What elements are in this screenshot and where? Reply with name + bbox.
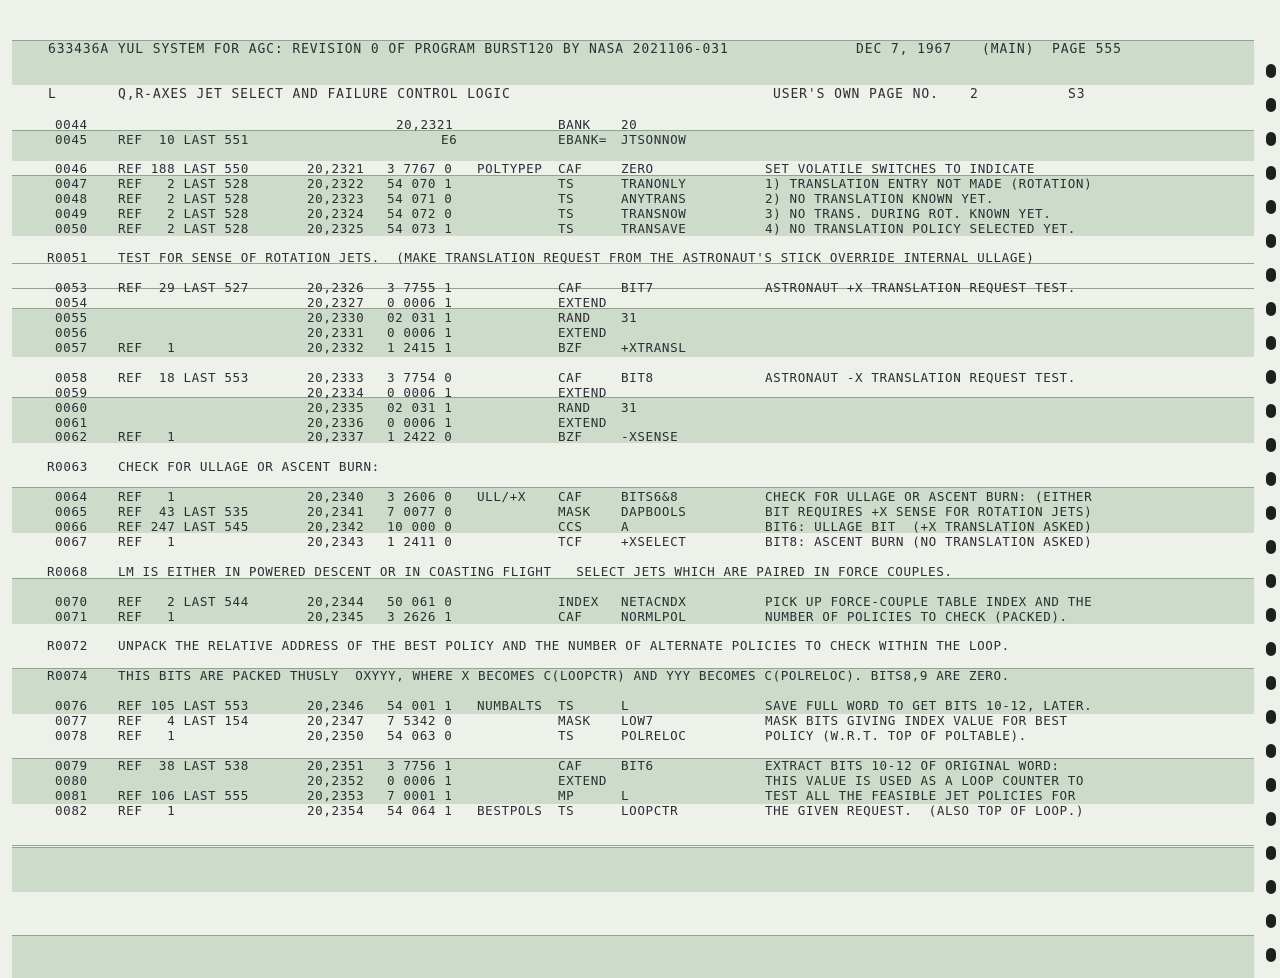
data-word: 3 7756 1 xyxy=(387,758,453,773)
address: 20,2333 xyxy=(307,370,365,385)
ref-info: REF 1 xyxy=(118,728,176,743)
line-number: 0066 xyxy=(55,519,88,534)
operand: +XTRANSL xyxy=(621,340,687,355)
data-word: 0 0006 1 xyxy=(387,773,453,788)
remark-text: TEST FOR SENSE OF ROTATION JETS. (MAKE TRANSLATION REQUEST FROM THE ASTRONAUT'S STICK OVERRIDE INTERNAL ULLAGE) xyxy=(118,250,1035,265)
line-number: 0053 xyxy=(55,280,88,295)
address: 20,2326 xyxy=(307,280,365,295)
opcode: EXTEND xyxy=(558,325,608,340)
code-line xyxy=(0,758,1280,773)
code-line xyxy=(0,370,1280,385)
comment: MASK BITS GIVING INDEX VALUE FOR BEST xyxy=(765,713,1068,728)
opcode: TS xyxy=(558,728,575,743)
address: 20,2330 xyxy=(307,310,365,325)
ref-info: REF 43 LAST 535 xyxy=(118,504,249,519)
opcode: EBANK= xyxy=(558,132,608,147)
data-word: 1 2411 0 xyxy=(387,534,453,549)
comment: TEST ALL THE FEASIBLE JET POLICIES FOR xyxy=(765,788,1076,803)
code-line xyxy=(0,310,1280,325)
line-number: 0050 xyxy=(55,221,88,236)
opcode: TS xyxy=(558,698,575,713)
comment: 1) TRANSLATION ENTRY NOT MADE (ROTATION) xyxy=(765,176,1093,191)
address: 20,2323 xyxy=(307,191,365,206)
line-number: 0076 xyxy=(55,698,88,713)
opcode: TS xyxy=(558,206,575,221)
address: 20,2321 xyxy=(307,161,365,176)
feed-hole xyxy=(1266,914,1276,928)
comment: ASTRONAUT -X TRANSLATION REQUEST TEST. xyxy=(765,370,1076,385)
remark-line xyxy=(0,638,1280,653)
code-line xyxy=(0,340,1280,355)
operand: L xyxy=(621,698,630,713)
opcode: CAF xyxy=(558,161,583,176)
ref-info: REF 1 xyxy=(118,429,176,444)
code-line xyxy=(0,117,1280,132)
line-number: 0044 xyxy=(55,117,88,132)
data-word: 3 7767 0 xyxy=(387,161,453,176)
code-line xyxy=(0,325,1280,340)
data-word: 54 063 0 xyxy=(387,728,453,743)
address: 20,2325 xyxy=(307,221,365,236)
remark-text: LM IS EITHER IN POWERED DESCENT OR IN COASTING FLIGHT SELECT JETS WHICH ARE PAIRED IN FORCE COUPLES. xyxy=(118,564,953,579)
operand: JTSONNOW xyxy=(621,132,687,147)
operand: BIT8 xyxy=(621,370,654,385)
line-number: 0049 xyxy=(55,206,88,221)
address: 20,2352 xyxy=(307,773,365,788)
operand: POLRELOC xyxy=(621,728,687,743)
comment: SET VOLATILE SWITCHES TO INDICATE xyxy=(765,161,1036,176)
feed-hole xyxy=(1266,64,1276,78)
feed-hole xyxy=(1266,234,1276,248)
stripe xyxy=(12,847,1254,892)
remark-text: CHECK FOR ULLAGE OR ASCENT BURN: xyxy=(118,459,380,474)
header-page: PAGE 555 xyxy=(1052,42,1122,57)
opcode: CAF xyxy=(558,609,583,624)
users-page-label: USER'S OWN PAGE NO. xyxy=(773,87,939,102)
address: 20,2345 xyxy=(307,609,365,624)
line-number: 0046 xyxy=(55,161,88,176)
data-word: 3 2626 1 xyxy=(387,609,453,624)
comment: NUMBER OF POLICIES TO CHECK (PACKED). xyxy=(765,609,1068,624)
code-line xyxy=(0,385,1280,400)
opcode: MASK xyxy=(558,713,591,728)
data-word: 3 7755 1 xyxy=(387,280,453,295)
subheader-type: L xyxy=(48,87,57,102)
opcode: RAND xyxy=(558,400,591,415)
address: 20,2350 xyxy=(307,728,365,743)
line-number: 0067 xyxy=(55,534,88,549)
address: 20,2342 xyxy=(307,519,365,534)
remark-line xyxy=(0,250,1280,265)
code-line xyxy=(0,429,1280,444)
comment: BIT6: ULLAGE BIT (+X TRANSLATION ASKED) xyxy=(765,519,1093,534)
line-number: 0059 xyxy=(55,385,88,400)
opcode: EXTEND xyxy=(558,415,608,430)
code-line xyxy=(0,504,1280,519)
data-word: 1 2422 0 xyxy=(387,429,453,444)
code-line xyxy=(0,519,1280,534)
operand: NORMLPOL xyxy=(621,609,687,624)
data-word: 54 001 1 xyxy=(387,698,453,713)
operand: 31 xyxy=(621,400,638,415)
line-number: R0051 xyxy=(47,250,88,265)
line-number: 0077 xyxy=(55,713,88,728)
rule xyxy=(12,845,1254,846)
remark-text: THIS BITS ARE PACKED THUSLY OXYYY, WHERE X BECOMES C(LOOPCTR) AND YYY BECOMES C(POLRELOC). BITS8,9 ARE ZERO. xyxy=(118,668,1010,683)
comment: EXTRACT BITS 10-12 OF ORIGINAL WORD: xyxy=(765,758,1060,773)
address: 20,2336 xyxy=(307,415,365,430)
opcode: EXTEND xyxy=(558,295,608,310)
subheader-code: S3 xyxy=(1068,87,1086,102)
operand: BIT7 xyxy=(621,280,654,295)
address: 20,2334 xyxy=(307,385,365,400)
code-line xyxy=(0,788,1280,803)
line-number: R0068 xyxy=(47,564,88,579)
feed-hole xyxy=(1266,846,1276,860)
opcode: INDEX xyxy=(558,594,599,609)
comment: CHECK FOR ULLAGE OR ASCENT BURN: (EITHER xyxy=(765,489,1093,504)
code-line xyxy=(0,295,1280,310)
operand: TRANONLY xyxy=(621,176,687,191)
line-number: 0065 xyxy=(55,504,88,519)
code-line xyxy=(0,609,1280,624)
opcode: CAF xyxy=(558,370,583,385)
code-line xyxy=(0,132,1280,147)
remark-line xyxy=(0,564,1280,579)
listing-subheader xyxy=(0,87,1280,102)
line-number: R0072 xyxy=(47,638,88,653)
line-number: 0064 xyxy=(55,489,88,504)
opcode: MP xyxy=(558,788,575,803)
remark-line xyxy=(0,459,1280,474)
comment: ASTRONAUT +X TRANSLATION REQUEST TEST. xyxy=(765,280,1076,295)
symbol-label: POLTYPEP xyxy=(477,161,543,176)
operand: 20 xyxy=(621,117,638,132)
opcode: BZF xyxy=(558,429,583,444)
operand: BITS6&8 xyxy=(621,489,679,504)
data-word: 10 000 0 xyxy=(387,519,453,534)
comment: THE GIVEN REQUEST. (ALSO TOP OF LOOP.) xyxy=(765,803,1085,818)
opcode: TS xyxy=(558,221,575,236)
address: 20,2340 xyxy=(307,489,365,504)
opcode: TS xyxy=(558,803,575,818)
listing-header xyxy=(0,42,1280,57)
line-number: 0081 xyxy=(55,788,88,803)
data-word: 0 0006 1 xyxy=(387,415,453,430)
header-title: 633436A YUL SYSTEM FOR AGC: REVISION 0 OF PROGRAM BURST120 BY NASA 2021106-031 xyxy=(48,42,729,57)
data-word: 02 031 1 xyxy=(387,310,453,325)
comment: BIT8: ASCENT BURN (NO TRANSLATION ASKED) xyxy=(765,534,1093,549)
comment: BIT REQUIRES +X SENSE FOR ROTATION JETS) xyxy=(765,504,1093,519)
code-line xyxy=(0,206,1280,221)
code-line xyxy=(0,191,1280,206)
data-word: 54 072 0 xyxy=(387,206,453,221)
line-number: 0062 xyxy=(55,429,88,444)
code-line xyxy=(0,280,1280,295)
operand: A xyxy=(621,519,630,534)
operand: +XSELECT xyxy=(621,534,687,549)
line-number: 0054 xyxy=(55,295,88,310)
data-word: 50 061 0 xyxy=(387,594,453,609)
opcode: CAF xyxy=(558,280,583,295)
symbol-label: BESTPOLS xyxy=(477,803,543,818)
data-word: 7 0077 0 xyxy=(387,504,453,519)
subheader-title: Q,R-AXES JET SELECT AND FAILURE CONTROL LOGIC xyxy=(118,87,511,102)
address: 20,2343 xyxy=(307,534,365,549)
symbol-label: NUMBALTS xyxy=(477,698,543,713)
header-date: DEC 7, 1967 xyxy=(856,42,952,57)
ref-info: REF 1 xyxy=(118,489,176,504)
ref-info: REF 1 xyxy=(118,803,176,818)
symbol-label: ULL/+X xyxy=(477,489,527,504)
address: 20,2337 xyxy=(307,429,365,444)
address: 20,2327 xyxy=(307,295,365,310)
ref-info: REF 2 LAST 528 xyxy=(118,221,249,236)
feed-hole xyxy=(1266,744,1276,758)
operand: L xyxy=(621,788,630,803)
ref-info: REF 38 LAST 538 xyxy=(118,758,249,773)
code-line xyxy=(0,728,1280,743)
code-line xyxy=(0,698,1280,713)
ref-info: REF 2 LAST 528 xyxy=(118,206,249,221)
data-word: 54 071 0 xyxy=(387,191,453,206)
data-word: 54 070 1 xyxy=(387,176,453,191)
data-word: 3 7754 0 xyxy=(387,370,453,385)
opcode: TS xyxy=(558,191,575,206)
data-word: 1 2415 1 xyxy=(387,340,453,355)
code-line xyxy=(0,400,1280,415)
ref-info: REF 105 LAST 553 xyxy=(118,698,249,713)
comment: PICK UP FORCE-COUPLE TABLE INDEX AND THE xyxy=(765,594,1093,609)
line-number: 0079 xyxy=(55,758,88,773)
address: 20,2331 xyxy=(307,325,365,340)
header-section: (MAIN) xyxy=(982,42,1035,57)
code-line xyxy=(0,161,1280,176)
opcode: EXTEND xyxy=(558,773,608,788)
operand: NETACNDX xyxy=(621,594,687,609)
code-line xyxy=(0,176,1280,191)
address: 20,2324 xyxy=(307,206,365,221)
line-number: 0058 xyxy=(55,370,88,385)
ref-info: REF 2 LAST 528 xyxy=(118,176,249,191)
ref-info: REF 18 LAST 553 xyxy=(118,370,249,385)
ref-info: REF 106 LAST 555 xyxy=(118,788,249,803)
ref-info: REF 4 LAST 154 xyxy=(118,713,249,728)
comment: POLICY (W.R.T. TOP OF POLTABLE). xyxy=(765,728,1027,743)
data-word: 02 031 1 xyxy=(387,400,453,415)
line-number: 0048 xyxy=(55,191,88,206)
line-number: 0047 xyxy=(55,176,88,191)
address: 20,2351 xyxy=(307,758,365,773)
code-line xyxy=(0,489,1280,504)
opcode: BZF xyxy=(558,340,583,355)
data-word: 0 0006 1 xyxy=(387,325,453,340)
operand: LOOPCTR xyxy=(621,803,679,818)
line-number: 0045 xyxy=(55,132,88,147)
ref-info: REF 247 LAST 545 xyxy=(118,519,249,534)
ref-info: REF 1 xyxy=(118,534,176,549)
opcode: BANK xyxy=(558,117,591,132)
data-word: 7 5342 0 xyxy=(387,713,453,728)
address: 20,2332 xyxy=(307,340,365,355)
operand: BIT6 xyxy=(621,758,654,773)
line-number: 0055 xyxy=(55,310,88,325)
ref-info: REF 1 xyxy=(118,340,176,355)
opcode: CAF xyxy=(558,489,583,504)
code-line xyxy=(0,415,1280,430)
address: 20,2321 xyxy=(396,117,454,132)
line-number: 0057 xyxy=(55,340,88,355)
address: 20,2344 xyxy=(307,594,365,609)
line-number: 0082 xyxy=(55,803,88,818)
line-number: 0056 xyxy=(55,325,88,340)
stripe xyxy=(12,935,1254,978)
address: 20,2353 xyxy=(307,788,365,803)
ref-info: REF 10 LAST 551 xyxy=(118,132,249,147)
operand: TRANSNOW xyxy=(621,206,687,221)
comment: THIS VALUE IS USED AS A LOOP COUNTER TO xyxy=(765,773,1085,788)
code-line xyxy=(0,594,1280,609)
operand: DAPBOOLS xyxy=(621,504,687,519)
line-number: 0071 xyxy=(55,609,88,624)
opcode: TS xyxy=(558,176,575,191)
data-word: 0 0006 1 xyxy=(387,295,453,310)
ref-info: REF 188 LAST 550 xyxy=(118,161,249,176)
line-number: 0061 xyxy=(55,415,88,430)
operand: ANYTRANS xyxy=(621,191,687,206)
code-line xyxy=(0,713,1280,728)
code-line xyxy=(0,803,1280,818)
data-word: 0 0006 1 xyxy=(387,385,453,400)
opcode: CAF xyxy=(558,758,583,773)
data-word: 3 2606 0 xyxy=(387,489,453,504)
line-number: 0078 xyxy=(55,728,88,743)
data-word: 7 0001 1 xyxy=(387,788,453,803)
address: 20,2354 xyxy=(307,803,365,818)
address: 20,2322 xyxy=(307,176,365,191)
opcode: RAND xyxy=(558,310,591,325)
opcode: CCS xyxy=(558,519,583,534)
data-word: 54 073 1 xyxy=(387,221,453,236)
operand: TRANSAVE xyxy=(621,221,687,236)
users-page-num: 2 xyxy=(970,87,979,102)
comment: 4) NO TRANSLATION POLICY SELECTED YET. xyxy=(765,221,1076,236)
comment: SAVE FULL WORD TO GET BITS 10-12, LATER. xyxy=(765,698,1093,713)
line-number: 0060 xyxy=(55,400,88,415)
line-number: 0080 xyxy=(55,773,88,788)
code-line xyxy=(0,221,1280,236)
ref-info: REF 2 LAST 528 xyxy=(118,191,249,206)
comment: 2) NO TRANSLATION KNOWN YET. xyxy=(765,191,995,206)
comment: 3) NO TRANS. DURING ROT. KNOWN YET. xyxy=(765,206,1052,221)
opcode: EXTEND xyxy=(558,385,608,400)
feed-hole xyxy=(1266,880,1276,894)
line-number: 0070 xyxy=(55,594,88,609)
remark-line xyxy=(0,668,1280,683)
operand: 31 xyxy=(621,310,638,325)
ref-info: REF 1 xyxy=(118,609,176,624)
feed-hole xyxy=(1266,472,1276,486)
data-word: E6 xyxy=(441,132,458,147)
ref-info: REF 2 LAST 544 xyxy=(118,594,249,609)
operand: ZERO xyxy=(621,161,654,176)
feed-hole xyxy=(1266,948,1276,962)
address: 20,2335 xyxy=(307,400,365,415)
address: 20,2346 xyxy=(307,698,365,713)
line-number: R0063 xyxy=(47,459,88,474)
ref-info: REF 29 LAST 527 xyxy=(118,280,249,295)
address: 20,2341 xyxy=(307,504,365,519)
code-line xyxy=(0,773,1280,788)
code-line xyxy=(0,534,1280,549)
opcode: TCF xyxy=(558,534,583,549)
operand: LOW7 xyxy=(621,713,654,728)
address: 20,2347 xyxy=(307,713,365,728)
operand: -XSENSE xyxy=(621,429,679,444)
data-word: 54 064 1 xyxy=(387,803,453,818)
line-number: R0074 xyxy=(47,668,88,683)
remark-text: UNPACK THE RELATIVE ADDRESS OF THE BEST POLICY AND THE NUMBER OF ALTERNATE POLICIES TO CHECK WITHIN THE LOOP. xyxy=(118,638,1010,653)
opcode: MASK xyxy=(558,504,591,519)
